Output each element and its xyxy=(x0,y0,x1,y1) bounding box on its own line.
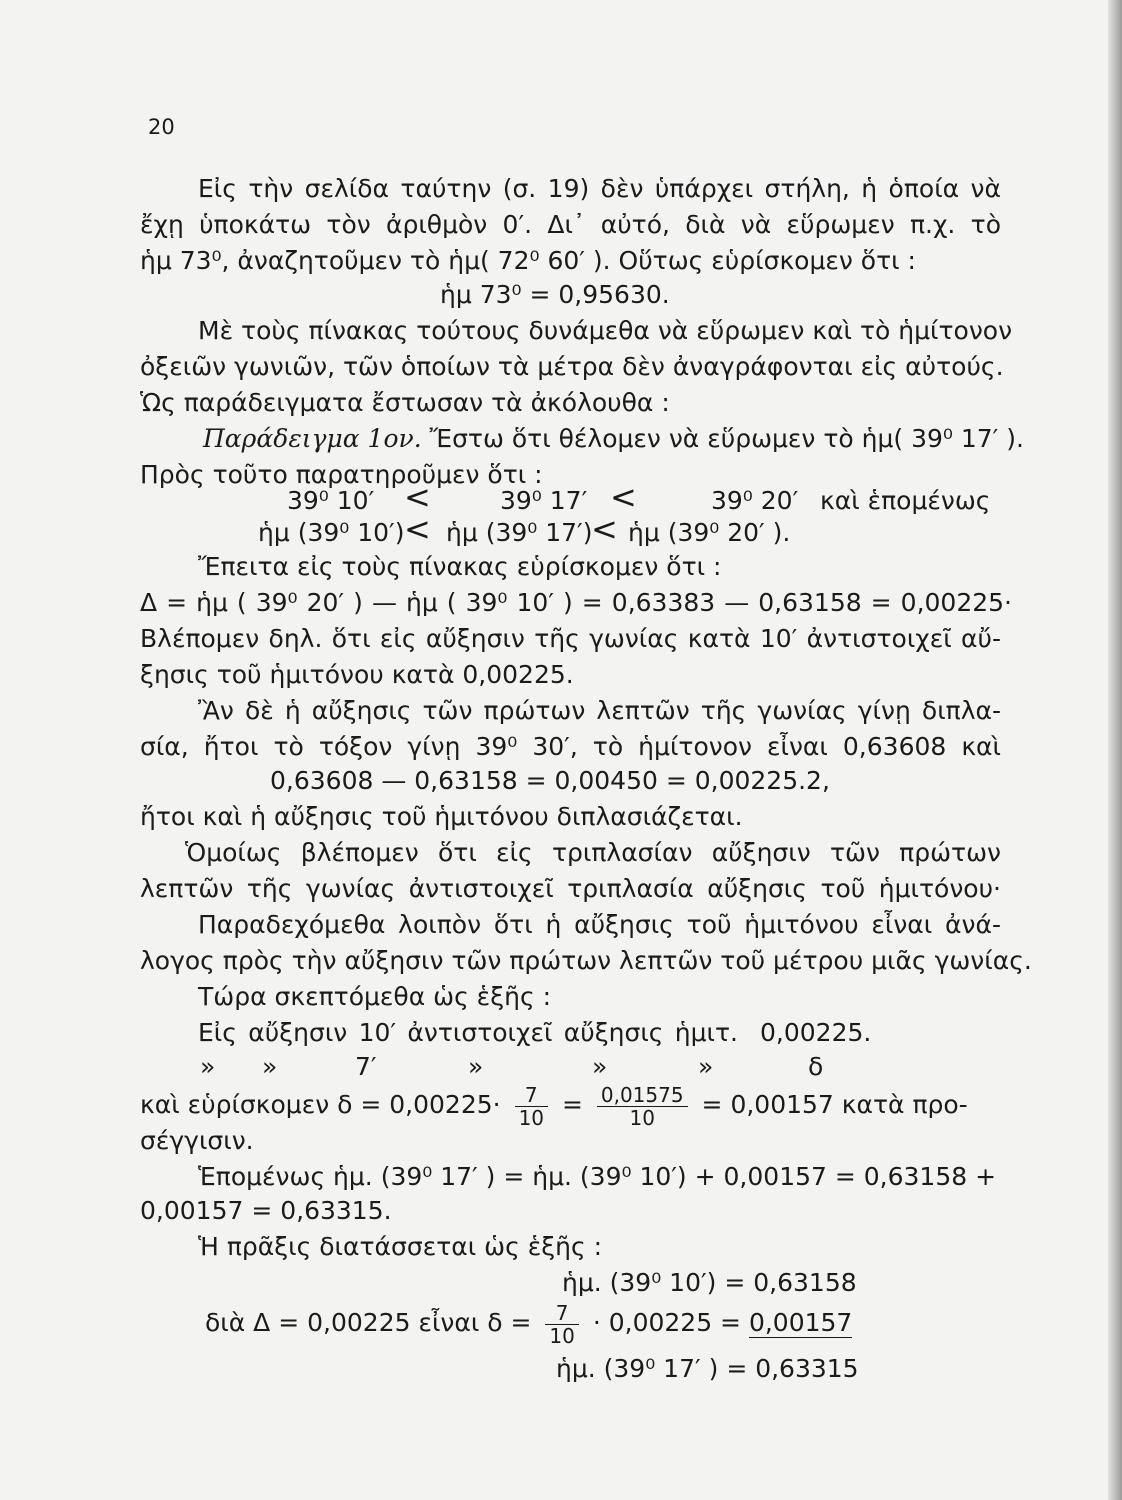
para2-line1: Μὲ τοὺς πίνακας τούτους δυνάμεθα νὰ εὕρωμεν καὶ τὸ ἡμίτονον xyxy=(198,316,1013,345)
inequality-angles-c: 39⁰ 20′ xyxy=(711,486,799,515)
fraction-7-10 xyxy=(515,1084,548,1129)
inequality-sign-3: < xyxy=(404,510,431,548)
fraction-numerator: 7 xyxy=(515,1084,548,1107)
inequality-sign-1: < xyxy=(404,478,431,516)
fraction-denominator: 10 xyxy=(549,1323,575,1348)
example-line7: Βλέπομεν δηλ. ὅτι εἰς αὔξησιν τῆς γωνίας κατὰ 10′ ἀντιστοιχεῖ αὔ- xyxy=(140,624,1001,653)
arrangement-row2 xyxy=(205,1300,852,1347)
inequality-sine-b: ἡμ (39⁰ 17′) xyxy=(446,518,593,547)
proportion-row1-value: 0,00225. xyxy=(760,1018,872,1047)
ditto-mark-3: » xyxy=(468,1052,484,1081)
para5-line2: λογος πρὸς τὴν αὔξησιν τῶν πρώτων λεπτῶν τοῦ μέτρου μιᾶς γωνίας. xyxy=(140,946,1032,975)
para2-line3: Ὡς παράδειγματα ἔστωσαν τὰ ἀκόλουθα : xyxy=(140,388,670,417)
para5-line1: Παραδεχόμεθα λοιπὸν ὅτι ἡ αὔξησις τοῦ ἡμιτόνου εἶναι ἀνά- xyxy=(198,910,1001,939)
para1-equation: ἡμ 73⁰ = 0,95630. xyxy=(440,280,670,309)
calc-prefix: καὶ εὑρίσκομεν δ = 0,00225· xyxy=(140,1090,501,1119)
arrangement-row2-prefix: διὰ Δ = 0,00225 εἶναι δ = xyxy=(205,1308,532,1337)
example-label: Παράδειγμα 1ον. xyxy=(203,424,422,453)
para3-line4: ἤτοι καὶ ἡ αὔξησις τοῦ ἡμιτόνου διπλασιάζεται. xyxy=(140,802,743,831)
para1-line3: ἡμ 73⁰, ἀναζητοῦμεν τὸ ἡμ( 72⁰ 60′ ). Οὕτως εὑρίσκομεν ὅτι : xyxy=(140,246,916,275)
fraction-product xyxy=(597,1084,688,1129)
example-title-line xyxy=(203,422,1024,456)
fraction-denominator: 10 xyxy=(518,1105,545,1130)
para4-line2: λεπτῶν τῆς γωνίας ἀντιστοιχεῖ τριπλασία αὔξησις τοῦ ἡμιτόνου· xyxy=(140,874,1001,903)
arrangement-row1: ἡμ. (39⁰ 10′) = 0,63158 xyxy=(562,1268,857,1297)
inequality-suffix: καὶ ἑπομένως xyxy=(820,486,991,515)
ditto-mark-4: » xyxy=(592,1052,608,1081)
para3-line2: σία, ἤτοι τὸ τόξον γίνῃ 39⁰ 30′, τὸ ἡμίτονον εἶναι 0,63608 καὶ xyxy=(140,732,1001,761)
example-line8: ξησις τοῦ ἡμιτόνου κατὰ 0,00225. xyxy=(140,660,574,689)
proportion-row2-angle: 7′ xyxy=(355,1052,377,1081)
para4-line1: Ὁμοίως βλέπομεν ὅτι εἰς τριπλασίαν αὔξησιν τῶν πρώτων xyxy=(185,838,1001,867)
fraction-numerator: 7 xyxy=(545,1302,578,1325)
calc-equals: = xyxy=(561,1090,583,1119)
para2-line2: ὀξειῶν γωνιῶν, τῶν ὁποίων τὰ μέτρα δὲν ἀναγράφονται εἰς αὐτούς. xyxy=(140,352,1004,381)
fraction-7-10 xyxy=(545,1302,578,1347)
consequently-line1: Ἑπομένως ἡμ. (39⁰ 17′ ) = ἡμ. (39⁰ 10′) + 0,00157 = 0,63158 + xyxy=(198,1162,997,1191)
inequality-sign-2: < xyxy=(610,478,637,516)
para6-line1: Τώρα σκεπτόμεθα ὡς ἑξῆς : xyxy=(198,982,552,1011)
inequality-angles-b: 39⁰ 17′ xyxy=(500,486,588,515)
arrangement-row2-mid: · 0,00225 = xyxy=(592,1308,741,1337)
proportion-row2-delta: δ xyxy=(808,1052,824,1081)
calc-result: = 0,00157 κατὰ προ- xyxy=(701,1090,968,1119)
inequality-angles-a: 39⁰ 10′ xyxy=(287,486,375,515)
ditto-mark-5: » xyxy=(698,1052,714,1081)
para1-line1: Εἰς τὴν σελίδα ταύτην (σ. 19) δὲν ὑπάρχει στήλη, ἡ ὁποία νὰ xyxy=(198,174,1001,203)
page-number: 20 xyxy=(148,115,175,139)
inequality-sine-a: ἡμ (39⁰ 10′) xyxy=(258,518,405,547)
arrangement-row3: ἡμ. (39⁰ 17′ ) = 0,63315 xyxy=(556,1354,859,1383)
inequality-sign-4: < xyxy=(591,510,618,548)
delta-calculation xyxy=(140,1080,968,1130)
arrangement-intro: Ἡ πρᾶξις διατάσσεται ὡς ἑξῆς : xyxy=(198,1232,603,1261)
arrangement-row2-value: 0,00157 xyxy=(748,1308,853,1337)
proportion-row1: Εἰς αὔξησιν 10′ ἀντιστοιχεῖ αὔξησις ἡμιτ. xyxy=(198,1018,738,1047)
example-line2: Πρὸς τοῦτο παρατηροῦμεν ὅτι : xyxy=(140,460,543,489)
para3-line1: Ἂν δὲ ἡ αὔξησις τῶν πρώτων λεπτῶν τῆς γωνίας γίνῃ διπλα- xyxy=(198,696,1001,725)
ditto-mark-1: » xyxy=(200,1052,216,1081)
inequality-sine-c: ἡμ (39⁰ 20′ ). xyxy=(628,518,791,547)
example-statement: Ἔστω ὅτι θέλομεν νὰ εὕρωμεν τὸ ἡμ( 39⁰ 17′ ). xyxy=(429,424,1024,453)
example-line5: Ἔπειτα εἰς τοὺς πίνακας εὑρίσκομεν ὅτι : xyxy=(198,552,722,581)
consequently-line2: 0,00157 = 0,63315. xyxy=(140,1196,392,1225)
delta-equation: Δ = ἡμ ( 39⁰ 20′ ) — ἡμ ( 39⁰ 10′ ) = 0,63383 — 0,63158 = 0,00225· xyxy=(140,588,1012,617)
fraction-numerator: 0,01575 xyxy=(597,1084,688,1107)
calc-continuation: σέγγισιν. xyxy=(140,1126,254,1155)
para1-line2: ἔχῃ ὑποκάτω τὸν ἀριθμὸν 0′. Δι᾽ αὐτό, διὰ νὰ εὕρωμεν π.χ. τὸ xyxy=(140,210,1001,239)
ditto-mark-2: » xyxy=(262,1052,278,1081)
para3-equation: 0,63608 — 0,63158 = 0,00450 = 0,00225.2, xyxy=(270,766,830,795)
fraction-denominator: 10 xyxy=(629,1105,655,1130)
